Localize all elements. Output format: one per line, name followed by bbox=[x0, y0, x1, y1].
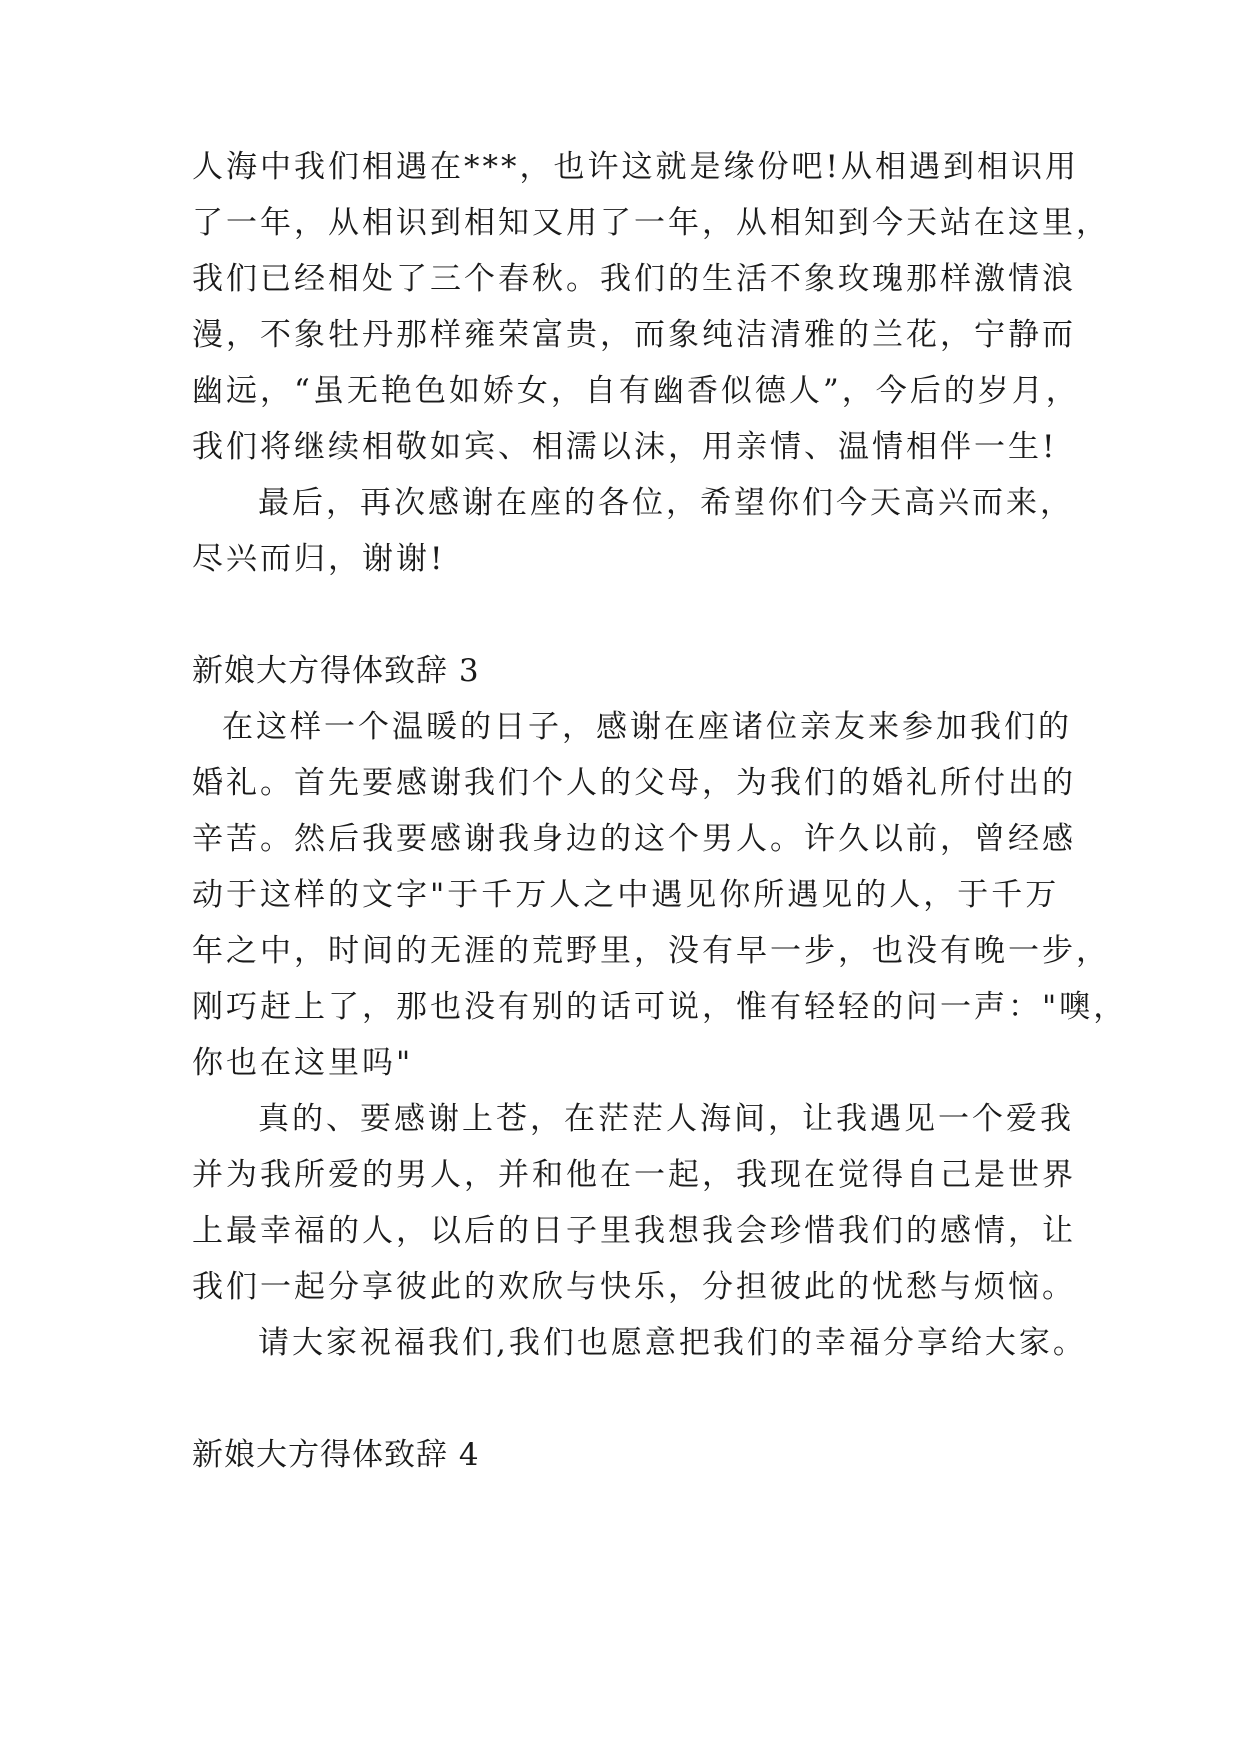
section-heading: 新娘大方得体致辞 3 bbox=[192, 653, 480, 689]
paragraph-line: 人海中我们相遇在***，也许这就是缘份吧!从相遇到相识用 bbox=[192, 149, 1079, 185]
paragraph-line: 了一年，从相识到相知又用了一年，从相知到今天站在这里， bbox=[192, 205, 1110, 241]
paragraph-line: 我们将继续相敬如宾、相濡以沫，用亲情、温情相伴一生! bbox=[192, 429, 1058, 465]
paragraph-line: 年之中，时间的无涯的荒野里，没有早一步，也没有晚一步， bbox=[192, 933, 1110, 969]
paragraph-line: 尽兴而归，谢谢! bbox=[192, 541, 446, 577]
paragraph-line: 真的、要感谢上苍，在茫茫人海间，让我遇见一个爱我 bbox=[258, 1101, 1074, 1137]
paragraph-line: 上最幸福的人，以后的日子里我想我会珍惜我们的感情，让 bbox=[192, 1213, 1076, 1249]
paragraph-line: 辛苦。然后我要感谢我身边的这个男人。许久以前，曾经感 bbox=[192, 821, 1076, 857]
paragraph-line: 请大家祝福我们,我们也愿意把我们的幸福分享给大家。 bbox=[258, 1325, 1087, 1361]
paragraph-line: 你也在这里吗" bbox=[192, 1045, 414, 1081]
paragraph-line: 婚礼。首先要感谢我们个人的父母，为我们的婚礼所付出的 bbox=[192, 765, 1076, 801]
paragraph-line: 幽远，“虽无艳色如娇女，自有幽香似德人”，今后的岁月， bbox=[192, 373, 1080, 409]
paragraph-line: 动于这样的文字"于千万人之中遇见你所遇见的人，于千万 bbox=[192, 877, 1060, 913]
paragraph-line: 刚巧赶上了，那也没有别的话可说，惟有轻轻的问一声："噢， bbox=[192, 989, 1128, 1025]
paragraph-line: 漫，不象牡丹那样雍荣富贵，而象纯洁清雅的兰花，宁静而 bbox=[192, 317, 1076, 353]
section-heading: 新娘大方得体致辞 4 bbox=[192, 1437, 480, 1473]
paragraph-line: 并为我所爱的男人，并和他在一起，我现在觉得自己是世界 bbox=[192, 1157, 1076, 1193]
paragraph-line: 我们一起分享彼此的欢欣与快乐，分担彼此的忧愁与烦恼。 bbox=[192, 1269, 1076, 1305]
paragraph-line: 我们已经相处了三个春秋。我们的生活不象玫瑰那样激情浪 bbox=[192, 261, 1076, 297]
paragraph-line: 在这样一个温暖的日子，感谢在座诸位亲友来参加我们的 bbox=[222, 709, 1072, 745]
paragraph-line: 最后，再次感谢在座的各位，希望你们今天高兴而来， bbox=[258, 485, 1074, 521]
